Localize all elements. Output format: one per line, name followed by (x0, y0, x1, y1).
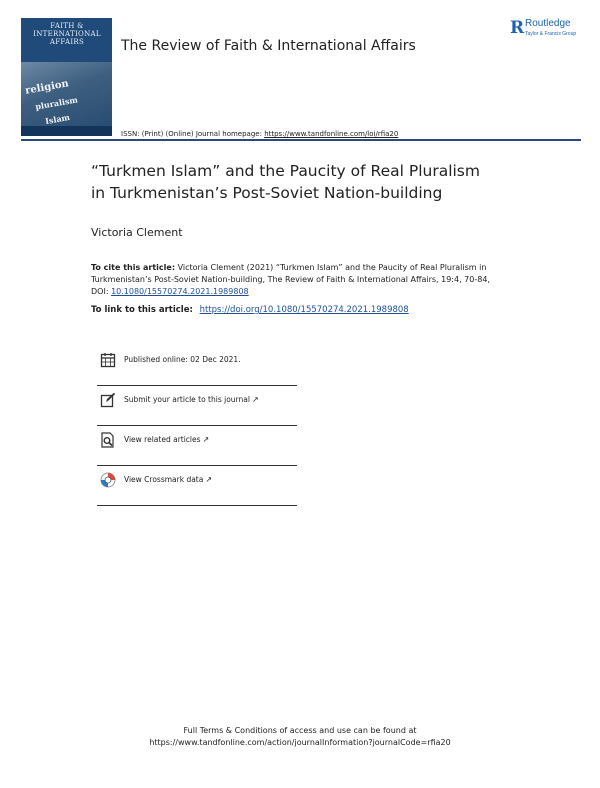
author-name: Victoria Clement (91, 226, 183, 239)
link-label: To link to this article: (91, 305, 193, 315)
cover-word: Islam (44, 111, 71, 127)
cover-bottom-bar (21, 126, 112, 136)
cover-word: religion (24, 78, 70, 97)
journal-cover-image[interactable] (21, 18, 112, 136)
cover-artwork (21, 62, 112, 136)
calendar-icon (100, 352, 116, 368)
publisher-subtitle: Taylor & Francis Group (525, 31, 577, 37)
cover-title: FAITH & INTERNATIONAL AFFAIRS (33, 22, 101, 46)
related-articles-item[interactable] (97, 426, 297, 466)
publisher-name: Routledge (525, 18, 571, 29)
issn-line (121, 130, 398, 138)
journal-header (21, 18, 582, 140)
footer (0, 725, 600, 749)
submit-article-link[interactable]: Submit your article to this journal (124, 395, 250, 404)
search-document-icon (100, 432, 116, 448)
published-date-label: Published online: 02 Dec 2021. (124, 355, 241, 364)
edit-icon (100, 392, 116, 408)
header-divider (21, 139, 581, 141)
citation-block (91, 262, 491, 298)
issn-label: ISSN: (Print) (Online) Journal homepage: (121, 130, 262, 138)
article-title-line: in Turkmenistan’s Post-Soviet Nation-building (91, 184, 443, 202)
article-actions (97, 346, 297, 506)
article-title (91, 160, 531, 204)
crossmark-item[interactable] (97, 466, 297, 506)
footer-url[interactable]: https://www.tandfonline.com/action/journalInformation?journalCode=rfia20 (149, 738, 451, 747)
crossmark-icon (100, 472, 116, 488)
publisher-logo (510, 18, 582, 40)
routledge-logo-icon: R (510, 18, 525, 38)
article-link-line (91, 305, 491, 315)
external-link-icon: ↗ (202, 435, 210, 444)
related-articles-link[interactable]: View related articles (124, 435, 201, 444)
crossmark-link[interactable]: View Crossmark data (124, 475, 204, 484)
citation-text: Victoria Clement (2021) “Turkmen Islam” and the Paucity of Real Pluralism in Turkmenistan’s Post-Soviet Nation-building, The Review of Faith & International Affairs, 19:4, 70-84, DOI: (91, 263, 490, 296)
submit-article-item[interactable] (97, 386, 297, 426)
doi-link[interactable]: 10.1080/15570274.2021.1989808 (111, 287, 249, 296)
journal-homepage-link[interactable]: https://www.tandfonline.com/loi/rfia20 (264, 130, 399, 138)
footer-terms: Full Terms & Conditions of access and use can be found at (183, 726, 417, 735)
article-title-line: “Turkmen Islam” and the Paucity of Real Pluralism (91, 162, 480, 180)
citation-label: To cite this article: (91, 263, 176, 272)
cover-word: pluralism (34, 94, 79, 112)
external-link-icon: ↗ (251, 395, 259, 404)
published-date-item (97, 346, 297, 386)
article-doi-url[interactable]: https://doi.org/10.1080/15570274.2021.1989808 (199, 305, 409, 315)
external-link-icon: ↗ (205, 475, 213, 484)
journal-title[interactable]: The Review of Faith & International Affairs (121, 38, 416, 54)
